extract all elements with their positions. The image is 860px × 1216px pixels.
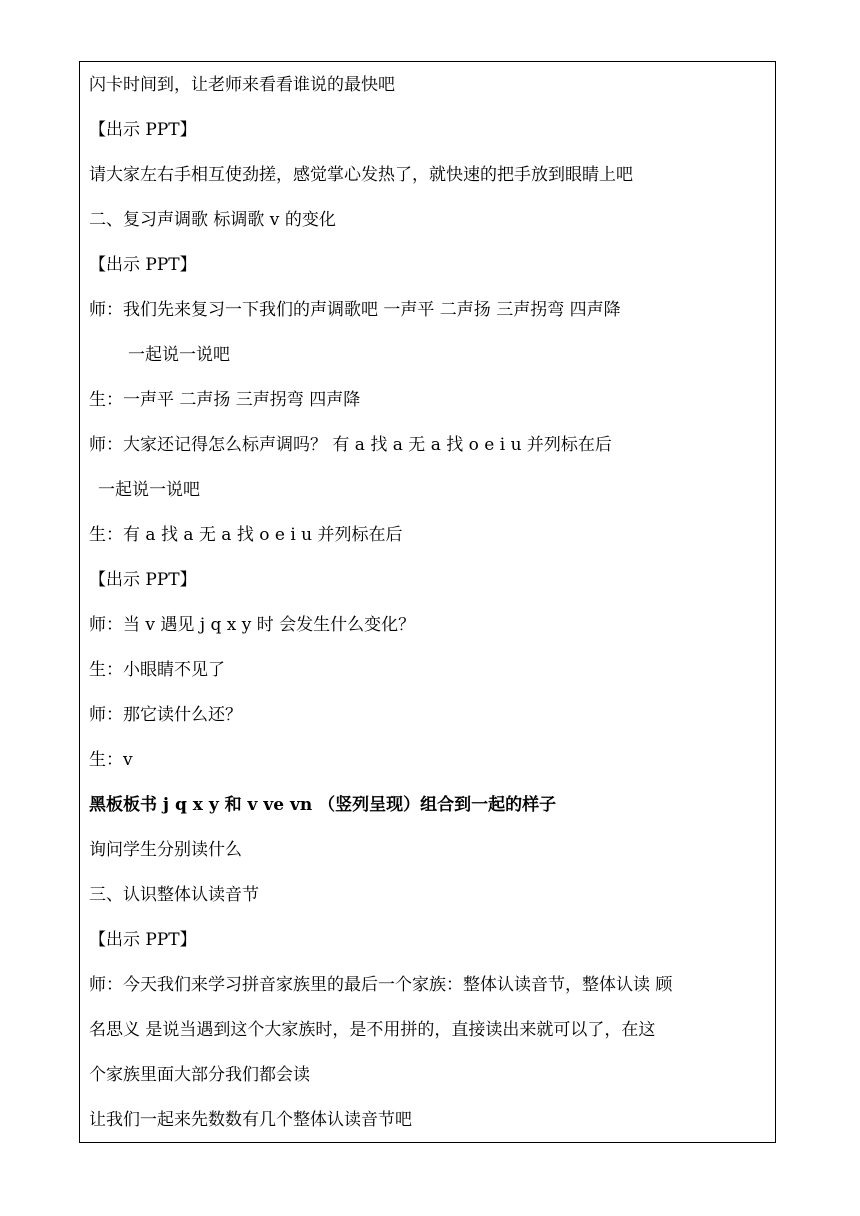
text-line: 一起说一说吧 <box>128 345 230 365</box>
text-line: 师：我们先来复习一下我们的声调歌吧 一声平 二声扬 三声拐弯 四声降 <box>89 300 621 320</box>
text-line: 【出示 PPT】 <box>89 570 197 590</box>
text-line: 个家族里面大部分我们都会读 <box>89 1065 310 1085</box>
text-line: 师：那它读什么还？ <box>89 705 242 725</box>
text-line: 师：当 v 遇见 j q x y 时 会发生什么变化？ <box>89 615 416 635</box>
text-line: 询问学生分别读什么 <box>89 840 242 860</box>
text-line: 生：v <box>89 750 133 770</box>
text-line: 一起说一说吧 <box>98 480 200 500</box>
text-line: 【出示 PPT】 <box>89 120 197 140</box>
lesson-plan-table-cell <box>79 61 776 1143</box>
text-line: 【出示 PPT】 <box>89 255 197 275</box>
text-line: 生：小眼睛不见了 <box>89 660 225 680</box>
text-line-bold: 黑板板书 j q x y 和 v ve vn （竖列呈现）组合到一起的样子 <box>89 795 557 815</box>
text-line: 生：一声平 二声扬 三声拐弯 四声降 <box>89 390 361 410</box>
text-line: 【出示 PPT】 <box>89 930 197 950</box>
text-line: 名思义 是说当遇到这个大家族时，是不用拼的，直接读出来就可以了，在这 <box>89 1020 656 1040</box>
section-heading: 三、认识整体认读音节 <box>89 885 259 905</box>
text-line: 闪卡时间到，让老师来看看谁说的最快吧 <box>89 75 395 95</box>
text-line: 生：有 a 找 a 无 a 找 o e i u 并列标在后 <box>89 525 403 545</box>
text-line: 师：今天我们来学习拼音家族里的最后一个家族：整体认读音节，整体认读 顾 <box>89 975 673 995</box>
section-heading: 二、复习声调歌 标调歌 v 的变化 <box>89 210 336 230</box>
text-line: 让我们一起来先数数有几个整体认读音节吧 <box>89 1110 412 1130</box>
text-line: 请大家左右手相互使劲搓，感觉掌心发热了，就快速的把手放到眼睛上吧 <box>89 165 633 185</box>
text-line: 师：大家还记得怎么标声调吗？ 有 a 找 a 无 a 找 o e i u 并列标在后 <box>89 435 612 455</box>
